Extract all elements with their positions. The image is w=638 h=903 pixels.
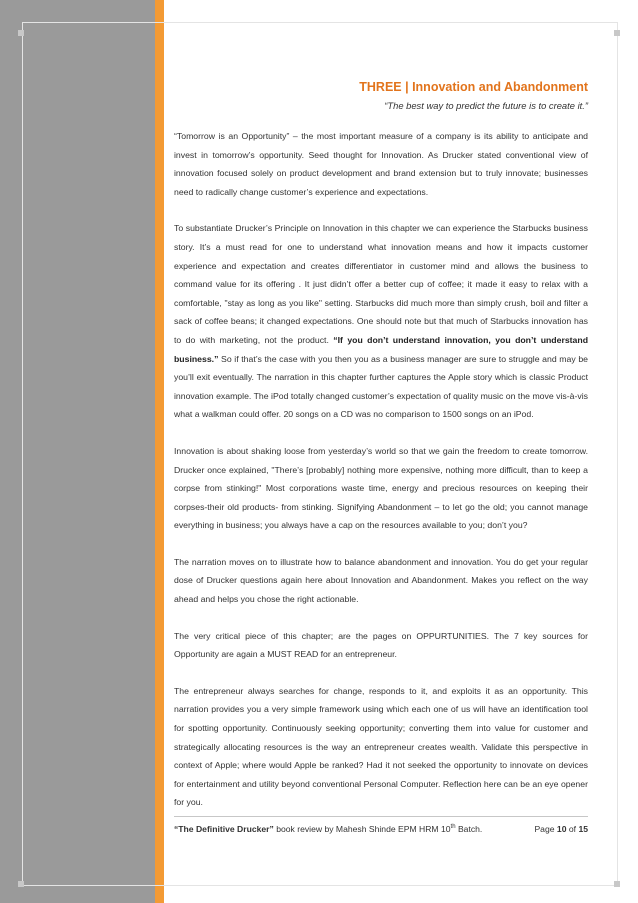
page-footer xyxy=(174,824,588,834)
footer-credit xyxy=(174,824,482,834)
paragraph-2-text-after: So if that’s the case with you then you as a business manager are sure to struggle and may be you’ll exit eventually. The narration in this chapter further captures the Apple story which is classic Product innovation example. The iPod totally changed customer’s expectation of quality music on the move vis-à-vis what a walkman could offer. 20 songs on a CD was no comparison to 1500 songs on an iPod. xyxy=(174,353,588,420)
chapter-title: THREE | Innovation and Abandonment xyxy=(359,80,588,94)
orange-accent-bar xyxy=(155,0,164,903)
left-side-strip xyxy=(0,0,155,903)
page-number xyxy=(534,824,588,834)
paragraph-2-text-before: To substantiate Drucker’s Principle on Innovation in this chapter we can experience the Starbucks business story. It’s a must read for one to understand what innovation means and how it impacts customer experience and expectation and creates differentiator in customer mind and allows the business to command value for its offering . It just didn’t offer a better cup of coffee; it made it easy to relax with a comfortable, "stay as long as you like" setting. Starbucks did much more than simply crush, boil and filter a sack of coffee beans; it changed expectations. One should note but that much of Starbucks innovation has to do with marketing, not the product. xyxy=(174,223,588,345)
corner-mark-bottom-left xyxy=(18,881,24,887)
paragraph-2 xyxy=(174,219,588,424)
footer-batch: Batch. xyxy=(455,824,483,834)
footer-by-text: book review by Mahesh Shinde EPM HRM 10 xyxy=(273,824,451,834)
page-label: Page xyxy=(534,824,557,834)
paragraph-1: “Tomorrow is an Opportunity” – the most important measure of a company is its ability to anticipate and invest in tomorrow’s opportunity. Seed thought for Innovation. As Drucker stated conventional view of innovation focused solely on product development and brand extension but to truly innovate; businesses need to radically change customer’s experience and expectations. xyxy=(174,131,588,197)
footer-superscript: th xyxy=(450,824,456,831)
paragraph-2-bold-quote: “If you don’t understand innovation, you don’t understand business.” xyxy=(174,334,588,364)
page-content xyxy=(174,70,588,830)
paragraph-4: The narration moves on to illustrate how to balance abandonment and innovation. You do get your regular dose of Drucker questions again here about Innovation and Abandonment. Makes you reflect on the way ahead and helps you chose the right actionable. xyxy=(174,556,588,605)
chapter-quote: “The best way to predict the future is to create it.” xyxy=(384,100,588,111)
corner-mark-bottom-right xyxy=(614,881,620,887)
page-total: 15 xyxy=(578,824,588,834)
paragraph-5: The very critical piece of this chapter; are the pages on OPPURTUNITIES. The 7 key sources for Opportunity are again a MUST READ for an entrepreneur. xyxy=(174,630,588,660)
page-current: 10 xyxy=(556,824,567,834)
corner-mark-top-right xyxy=(614,30,620,36)
page-of-label: of xyxy=(566,824,579,834)
footer-book-title: “The Definitive Drucker” xyxy=(174,824,274,834)
footer-divider xyxy=(174,816,588,817)
paragraph-6: The entrepreneur always searches for change, responds to it, and exploits it as an opportunity. This narration provides you a very simple framework using which each one of us will have an identification tool for spotting opportunity. Continuously seeking opportunity; converting them into value for customer and strategically allocating resources is the way an entrepreneur creates wealth. Validate this perspective in context of Apple; where would Apple be ranked? Had it not seeked the opportunity to innovate on devices for entertainment and utility beyond conventional Personal Computer. Reflection here can be an eye opener for you. xyxy=(174,685,588,808)
corner-mark-top-left xyxy=(18,30,24,36)
paragraph-3: Innovation is about shaking loose from yesterday’s world so that we gain the freedom to create tomorrow. Drucker once explained, "There’s [probably] nothing more expensive, nothing more difficult, than to keep a corpse from stinking!" Most corporations waste time, energy and precious resources on keeping their corpses-their old products- from stinking. Signifying Abandonment – to let go the old; you cannot manage everything in business; you always have a cap on the resources available to you; don’t you? xyxy=(174,445,588,531)
